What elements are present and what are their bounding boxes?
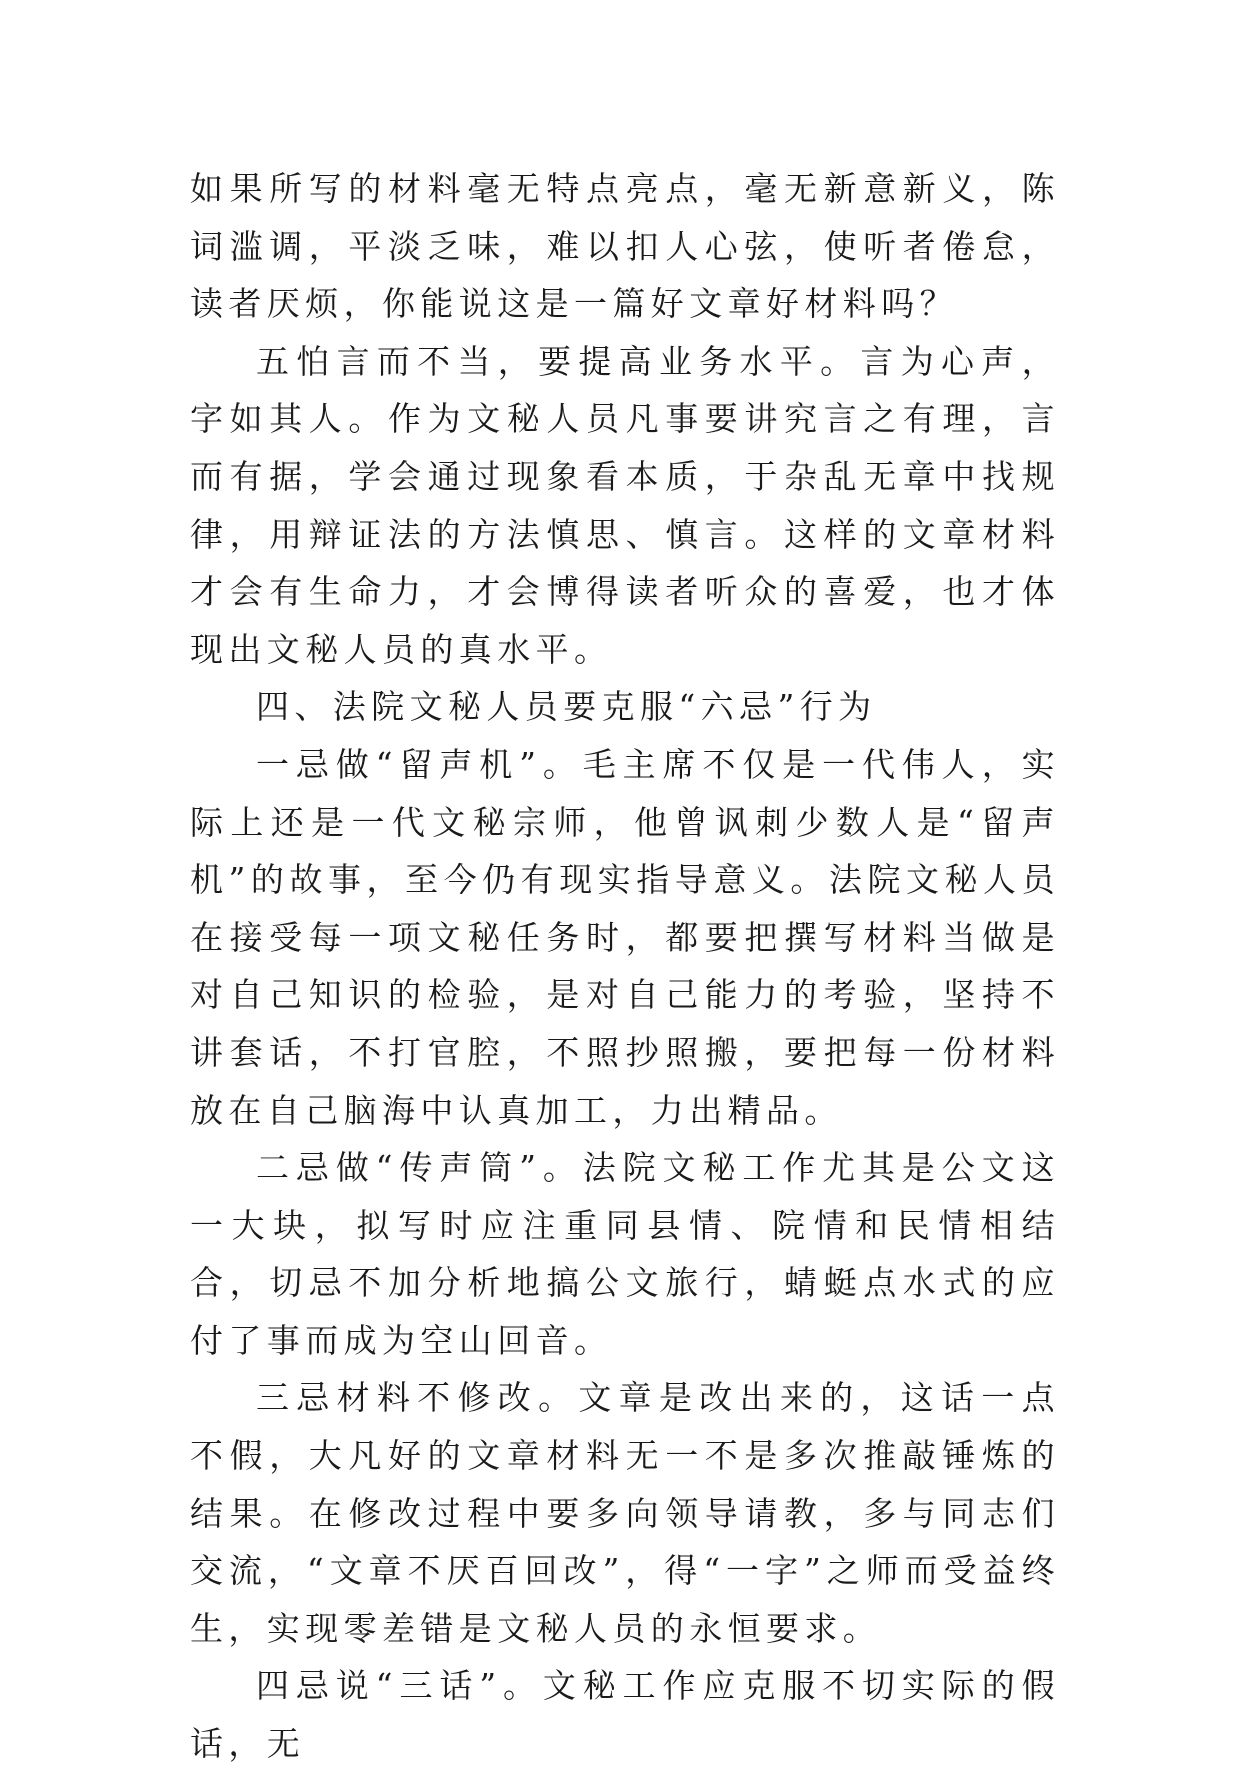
paragraph-5: 三忌材料不修改。文章是改出来的，这话一点不假，大凡好的文章材料无一不是多次推敲锤炼的结果。在修改过程中要多向领导请教，多与同志们交流，“文章不厌百回改”，得“一字”之师而受益终生，实现零差错是文秘人员的永恒要求。 xyxy=(190,1378,1060,1648)
body-text xyxy=(190,160,1060,1773)
paragraph-2: 五怕言而不当，要提高业务水平。言为心声，字如其人。作为文秘人员凡事要讲究言之有理，言而有据，学会通过现象看本质，于杂乱无章中找规律，用辩证法的方法慎思、慎言。这样的文章材料才会有生命力，才会博得读者听众的喜爱，也才体现出文秘人员的真水平。 xyxy=(190,341,1060,669)
paragraph-4: 二忌做“传声筒”。法院文秘工作尤其是公文这一大块，拟写时应注重同县情、院情和民情相结合，切忌不加分析地搞公文旅行，蜻蜓点水式的应付了事而成为空山回音。 xyxy=(190,1148,1060,1360)
paragraph-3: 一忌做“留声机”。毛主席不仅是一代伟人，实际上还是一代文秘宗师，他曾讽刺少数人是“留声机”的故事，至今仍有现实指导意义。法院文秘人员在接受每一项文秘任务时，都要把撰写材料当做是对自己知识的检验，是对自己能力的考验，坚持不讲套话，不打官腔，不照抄照搬，要把每一份材料放在自己脑海中认真加工，力出精品。 xyxy=(190,744,1060,1130)
section-heading: 四、法院文秘人员要克服“六忌”行为 xyxy=(256,687,877,727)
paragraph-1: 如果所写的材料毫无特点亮点，毫无新意新义，陈词滥调，平淡乏味，难以扣人心弦，使听者倦怠，读者厌烦，你能说这是一篇好文章好材料吗？ xyxy=(190,169,1060,324)
paragraph-6: 四忌说“三话”。文秘工作应克服不切实际的假话，无 xyxy=(190,1666,1060,1764)
